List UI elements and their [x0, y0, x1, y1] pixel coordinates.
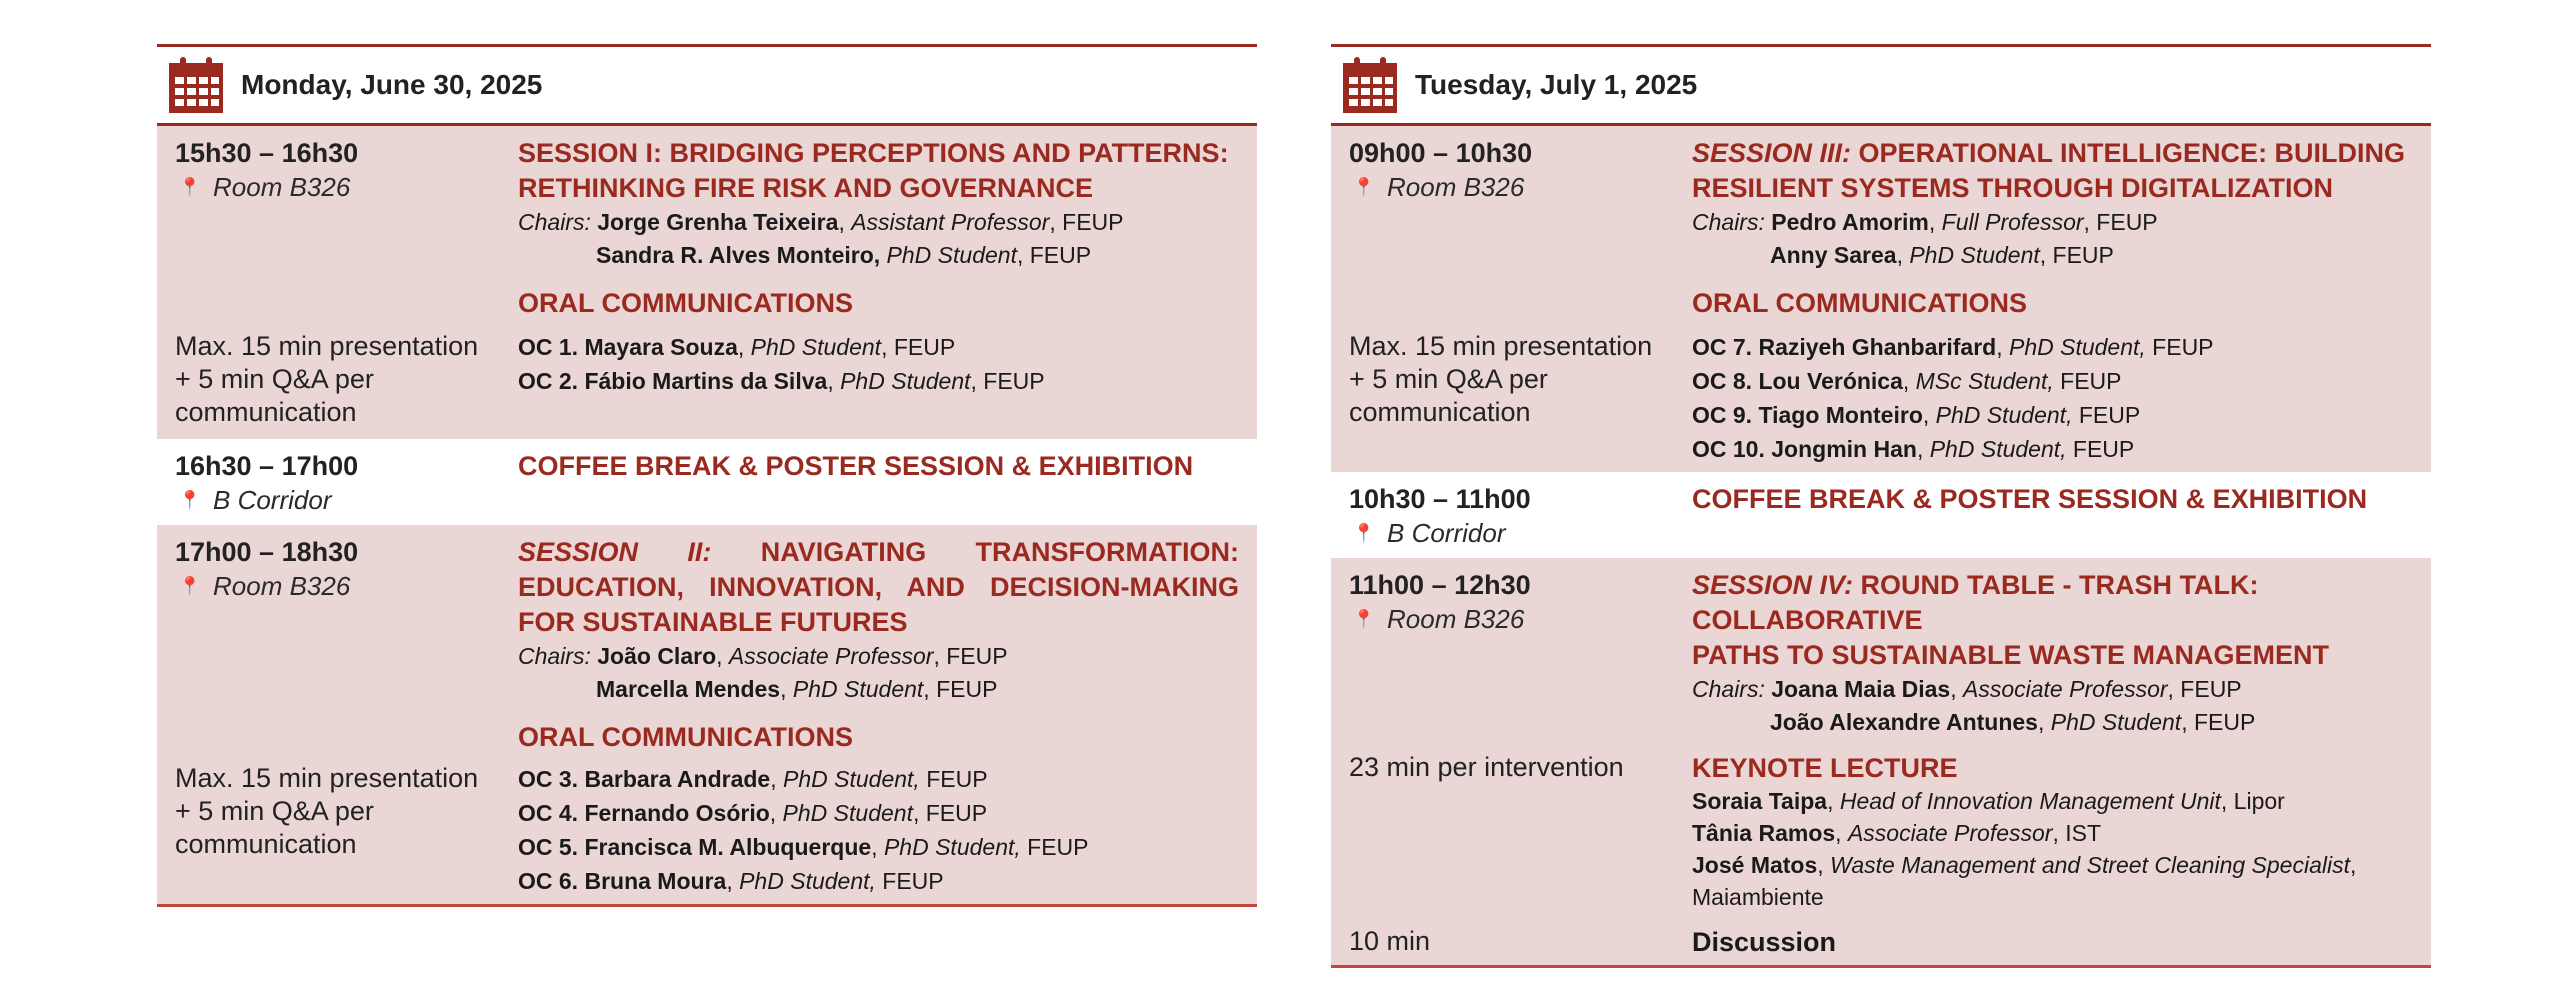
presentation-note: Max. 15 min presentation + 5 min Q&A per communication [175, 331, 479, 427]
coffee-break-label: COFFEE BREAK & POSTER SESSION & EXHIBITION [1692, 484, 2368, 514]
discussion-time: 10 min [1349, 926, 1431, 956]
break-room: B Corridor [213, 485, 332, 515]
session-room: Room B326 [1387, 172, 1525, 202]
day-header [1331, 47, 2431, 126]
map-pin-icon: 📍 [1352, 609, 1376, 629]
session-time: 11h00 – 12h30 [1349, 570, 1531, 600]
list-item: OC 10. Jongmin Han, PhD Student, FEUP [1692, 436, 2135, 462]
list-item: OC 7. Raziyeh Ghanbarifard, PhD Student, FEUP [1692, 334, 2214, 360]
session-block [157, 126, 1257, 330]
list-item: OC 3. Barbara Andrade, PhD Student, FEUP [518, 766, 988, 792]
session-time: 17h00 – 18h30 [175, 537, 359, 567]
list-item: Soraia Taipa, Head of Innovation Management Unit, Lipor [1692, 788, 2285, 814]
list-item: Tânia Ramos, Associate Professor, IST [1692, 820, 2102, 846]
list-item: OC 5. Francisca M. Albuquerque, PhD Student, FEUP [518, 834, 1089, 860]
day-date: Monday, June 30, 2025 [241, 69, 543, 100]
oral-communications-heading: ORAL COMMUNICATIONS [518, 722, 853, 752]
map-pin-icon: 📍 [178, 576, 202, 596]
day-date: Tuesday, July 1, 2025 [1415, 69, 1698, 100]
map-pin-icon: 📍 [1352, 523, 1376, 543]
keynote-heading: KEYNOTE LECTURE [1692, 753, 1958, 783]
session-room: Room B326 [213, 571, 351, 601]
discussion-block [1331, 921, 2431, 968]
break-time: 16h30 – 17h00 [175, 451, 359, 481]
presentation-note: Max. 15 min presentation + 5 min Q&A per communication [1349, 331, 1653, 427]
list-item: José Matos, Waste Management and Street Cleaning Specialist, Maiambiente [1692, 852, 2357, 910]
session-time: 15h30 – 16h30 [175, 138, 359, 168]
session-room: Room B326 [1387, 604, 1525, 634]
map-pin-icon: 📍 [178, 490, 202, 510]
session-block [1331, 558, 2431, 747]
break-time: 10h30 – 11h00 [1349, 484, 1531, 514]
list-item: OC 8. Lou Verónica, MSc Student, FEUP [1692, 368, 2122, 394]
session-chairs: Chairs: Pedro Amorim, Full Professor, FEUP Anny Sarea, PhD Student, FEUP [1692, 209, 2158, 268]
break-room: B Corridor [1387, 518, 1506, 548]
list-item: OC 1. Mayara Souza, PhD Student, FEUP [518, 334, 956, 360]
oral-communications-block [1331, 330, 2431, 472]
day-schedule-tuesday [1331, 44, 2431, 968]
coffee-break-block [1331, 472, 2431, 558]
map-pin-icon: 📍 [1352, 177, 1376, 197]
session-time: 09h00 – 10h30 [1349, 138, 1533, 168]
day-header [157, 47, 1257, 126]
list-item: OC 6. Bruna Moura, PhD Student, FEUP [518, 868, 944, 894]
session-title: SESSION III: OPERATIONAL INTELLIGENCE: BUILDING RESILIENT SYSTEMS THROUGH DIGITALIZATION [1692, 138, 2406, 203]
session-block [157, 525, 1257, 762]
discussion-label: Discussion [1692, 927, 1837, 957]
session-title: SESSION II: NAVIGATING TRANSFORMATION: EDUCATION, INNOVATION, AND DECISION-MAKING FOR SUSTAINABLE FUTURES [518, 537, 1239, 637]
session-chairs: Chairs: João Claro, Associate Professor, FEUP Marcella Mendes, PhD Student, FEUP [518, 643, 1008, 702]
session-title: SESSION IV: ROUND TABLE - TRASH TALK: COLLABORATIVE PATHS TO SUSTAINABLE WASTE MANAGEMENT [1692, 570, 2330, 670]
oral-communications-block [157, 330, 1257, 439]
coffee-break-block [157, 439, 1257, 525]
oral-communications-block [157, 762, 1257, 907]
presentation-note: Max. 15 min presentation + 5 min Q&A per communication [175, 763, 479, 859]
day-schedule-monday [157, 44, 1257, 907]
intervention-note: 23 min per intervention [1349, 752, 1624, 782]
session-title: SESSION I: BRIDGING PERCEPTIONS AND PATTERNS: RETHINKING FIRE RISK AND GOVERNANCE [518, 138, 1229, 203]
list-item: OC 2. Fábio Martins da Silva, PhD Student, FEUP [518, 368, 1045, 394]
coffee-break-label: COFFEE BREAK & POSTER SESSION & EXHIBITION [518, 451, 1194, 481]
session-chairs: Chairs: Jorge Grenha Teixeira, Assistant Professor, FEUP Sandra R. Alves Monteiro, PhD Student, FEUP [518, 209, 1124, 268]
session-room: Room B326 [213, 172, 351, 202]
list-item: OC 4. Fernando Osório, PhD Student, FEUP [518, 800, 988, 826]
calendar-icon [1341, 55, 1399, 115]
map-pin-icon: 📍 [178, 177, 202, 197]
list-item: OC 9. Tiago Monteiro, PhD Student, FEUP [1692, 402, 2141, 428]
session-chairs: Chairs: Joana Maia Dias, Associate Professor, FEUP João Alexandre Antunes, PhD Student, FEUP [1692, 676, 2256, 735]
calendar-icon [167, 55, 225, 115]
session-block [1331, 126, 2431, 330]
keynote-block [1331, 747, 2431, 921]
oral-communications-heading: ORAL COMMUNICATIONS [518, 288, 853, 318]
oral-communications-heading: ORAL COMMUNICATIONS [1692, 288, 2027, 318]
